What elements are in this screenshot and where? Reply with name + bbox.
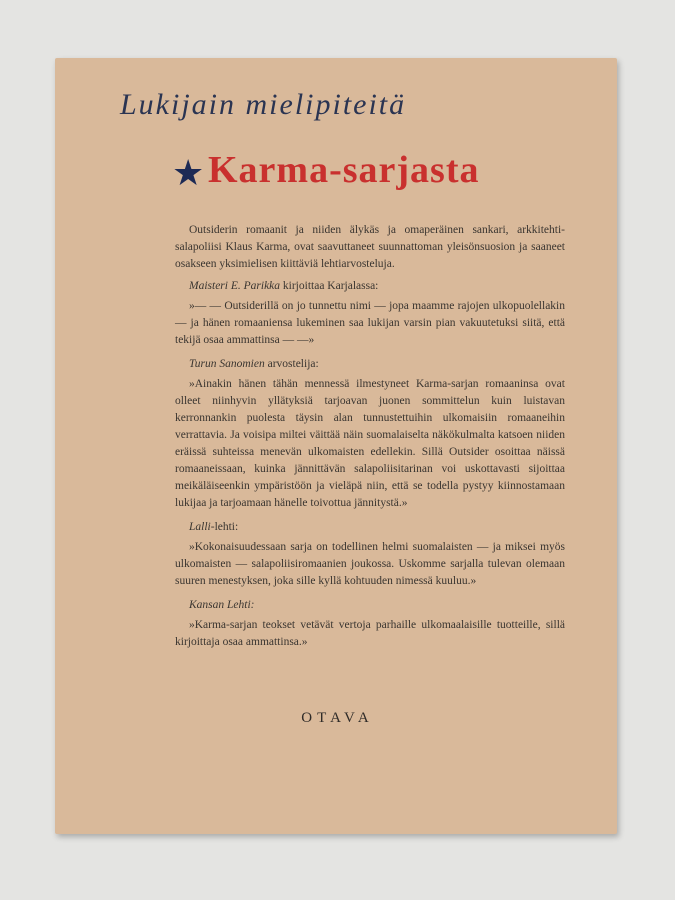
review-source [175, 519, 565, 536]
intro-paragraph: Outsiderin romaanit ja niiden älykäs ja omaperäinen sankari, arkkitehti-salapoliisi Klaus Karma, ovat saavuttaneet suunnattoman yleisönsuosion ja saaneet osakseen yksimielisen kiittäviä lehtiarvosteluja. [175, 224, 565, 270]
heading-line-2 [172, 148, 479, 192]
review-text-block [175, 222, 565, 658]
review-source-name: Lalli [189, 521, 211, 533]
review-source-name: Kansan Lehti: [189, 599, 255, 611]
review-quote: »Ainakin hänen tähän mennessä ilmestyneet Karma-sarjan romaaninsa ovat olleet niinhyvin yllätyksiä tarjoavan juonen sommittelun kuin luistavan kerronnankin puolesta täysin alan tunnustettuihin ulkomaisiin romaaneihin verrattavia. Ja voisipa miltei väittää näin suomalaiselta näkökulmalta katsoen niiden eräissä suhteissa menevän ulkomaisten edellekin. Sillä Outsider osoittaa näissä romaaneissaan, kuinka jännittävän salapoliisitarinan voi uskottavasti sijoittaa meikäläiseenkin ympäristöön ja vieläpä niin, että se todella pystyy kiinnostamaan lukijaa ja tarjoamaan hänelle toivottua jännitystä.» [175, 378, 565, 509]
heading-line-1: Lukijain mielipiteitä [120, 88, 407, 121]
star-icon: ★ [172, 153, 205, 193]
review-source-name: Turun Sanomien [189, 358, 265, 370]
review-source [175, 278, 565, 295]
review-quote: »— — Outsiderillä on jo tunnettu nimi — jopa maamme rajojen ulkopuolellakin — ja hänen romaaniensa lukeminen saa lukijan varsin pian vakuutetuksi siitä, että tekijä osaa ammattinsa — —» [175, 300, 565, 346]
review-source-rest: kirjoittaa Karjalassa: [280, 280, 379, 292]
review-quote: »Kokonaisuudessaan sarja on todellinen helmi suomalaisten — ja miksei myös ulkomaisten — salapoliisiromaanien joukossa. Uskomme sarjalla tulevan olemaan suuren menestyksen, joka sille kyllä kohtuuden nimessä kuuluu.» [175, 541, 565, 587]
review-source-name: Maisteri E. Parikka [189, 280, 281, 292]
review-quote: »Karma-sarjan teokset vetävät vertoja parhaille ulkomaalaisille tuotteille, sillä kirjoittaja osaa ammattinsa.» [175, 619, 565, 648]
publisher-name: OTAVA [301, 710, 374, 726]
heading-line-2-text: Karma-sarjasta [208, 149, 480, 191]
review-source-rest: arvostelija: [264, 358, 319, 370]
review-source [175, 597, 565, 614]
review-source [175, 356, 565, 373]
review-source-rest: -lehti: [210, 521, 239, 533]
